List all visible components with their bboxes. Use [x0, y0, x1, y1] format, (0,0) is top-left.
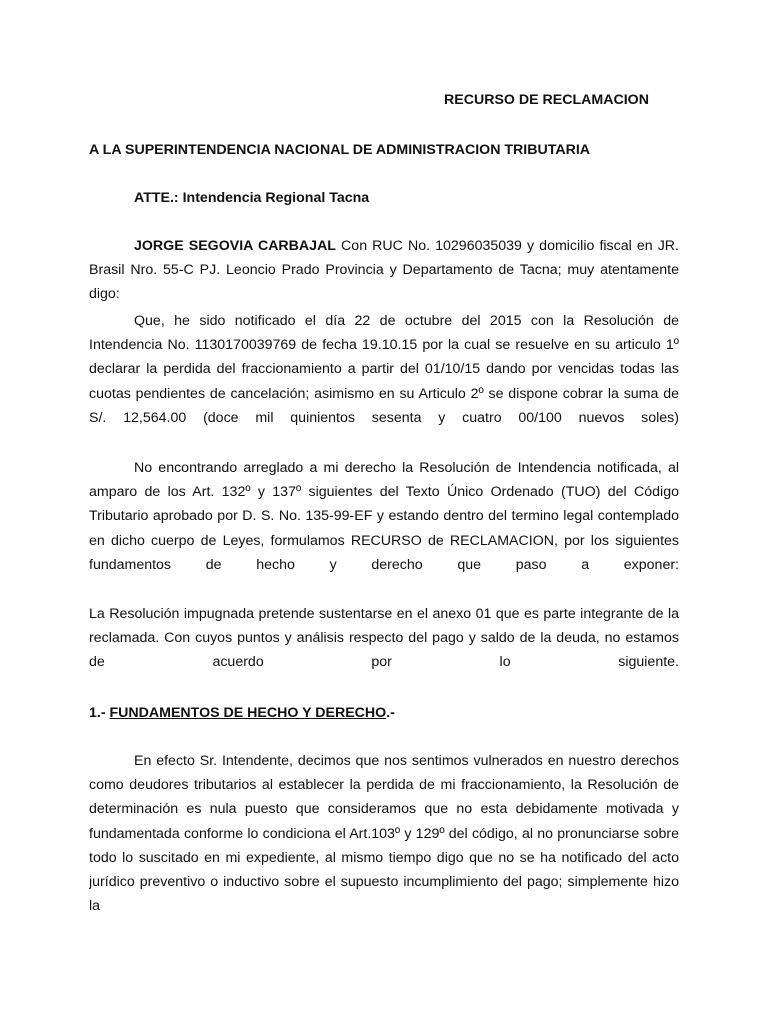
- section-number: 1.-: [89, 705, 110, 721]
- section-title: FUNDAMENTOS DE HECHO Y DERECHO: [109, 705, 387, 721]
- section-suffix: .-: [386, 705, 395, 721]
- paragraph-grounds: En efecto Sr. Intendente, decimos que nos sentimos vulnerados en nuestro derechos como deudores tributarios al establecer la perdida de mi fraccionamiento, la Resolución de determinación es nula puesto que consideramos que no esta debidamente motivada y fundamentada conforme lo condiciona el Art.103º y 129º del código, al no pronunciarse sobre todo lo suscitado en mi expediente, al mismo tiempo digo que no se ha notificado del acto jurídico preventivo o inductivo sobre el supuesto incumplimiento del pago; simplemente hizo la: [89, 753, 679, 915]
- paragraph-annex: La Resolución impugnada pretende sustentarse en el anexo 01 que es parte integrante de la reclamada. Con cuyos puntos y análisis respecto del pago y saldo de la deuda, no estamos de acuerdo por lo siguiente.: [89, 606, 679, 671]
- section-heading: [89, 703, 395, 723]
- addressee-heading: A LA SUPERINTENDENCIA NACIONAL DE ADMINISTRACION TRIBUTARIA: [89, 142, 591, 158]
- document-title: RECURSO DE RECLAMACION: [444, 92, 649, 108]
- paragraph-claim-basis: No encontrando arreglado a mi derecho la Resolución de Intendencia notificada, al amparo de los Art. 132º y 137º siguientes del Texto Único Ordenado (TUO) del Código Tributario aprobado por D. S. No. 135-99-EF y estando dentro del termino legal contemplado en dicho cuerpo de Leyes, formulamos RECURSO de RECLAMACION, por los siguientes fundamentos de hecho y derecho que paso a exponer:: [89, 460, 679, 573]
- intro-text: Con RUC No. 10296035039 y domicilio fiscal en JR. Brasil Nro. 55-C PJ. Leoncio Prado Provincia y Departamento de Tacna; muy atentamente digo:: [89, 238, 679, 303]
- paragraph-notification: Que, he sido notificado el día 22 de octubre del 2015 con la Resolución de Intendencia No. 1130170039769 de fecha 19.10.15 por la cual se resuelve en su articulo 1º declarar la perdida del fraccionamiento a partir del 01/10/15 dando por vencidas todas las cuotas pendientes de cancelación; asimismo en su Articulo 2º se dispone cobrar la suma de S/. 12,564.00 (doce mil quinientos sesenta y cuatro 00/100 nuevos soles): [89, 313, 679, 426]
- attention-line: ATTE.: Intendencia Regional Tacna: [134, 190, 370, 206]
- petitioner-name: JORGE SEGOVIA CARBAJAL: [134, 238, 336, 254]
